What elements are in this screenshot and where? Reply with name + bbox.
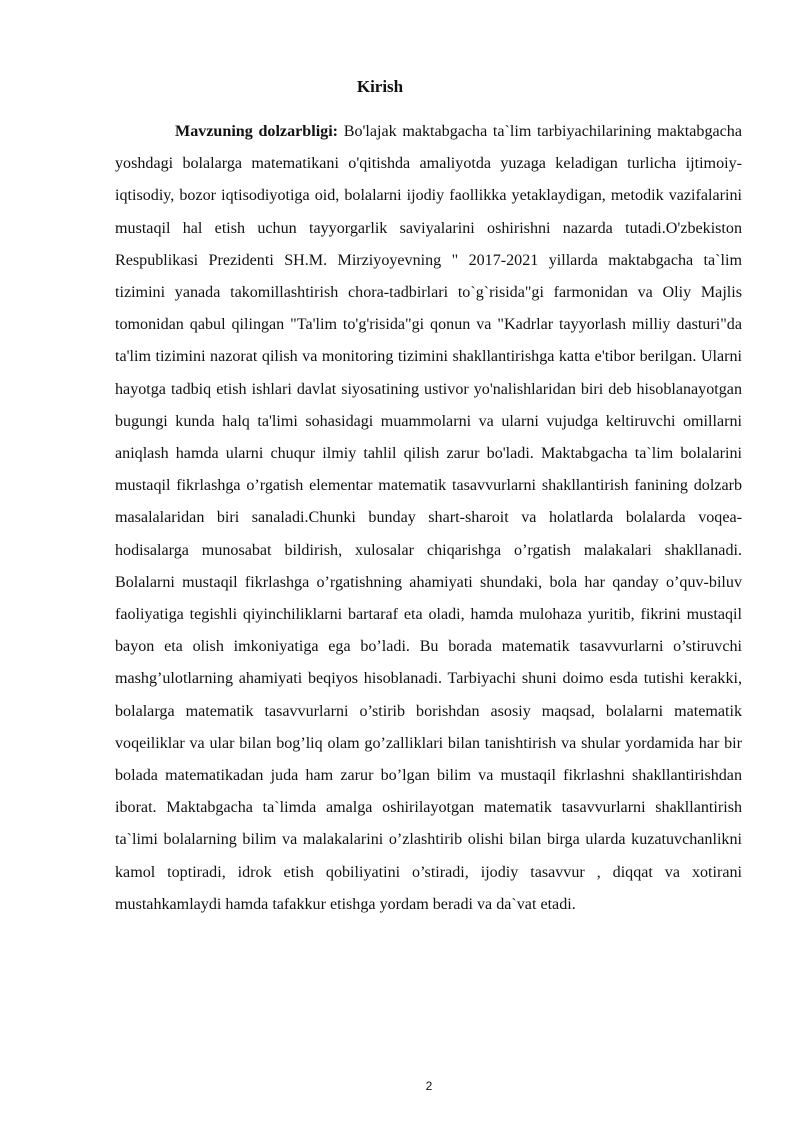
page-number: 2 <box>425 1079 433 1093</box>
paragraph-lead: Mavzuning dolzarbligi: <box>175 123 339 140</box>
paragraph-text: Bo'lajak maktabgacha ta`lim tarbiyachilarining maktabgacha yoshdagi bolalarga matematikani o'qitishda amaliyotda yuzaga keladigan turlicha ijtimoiy-iqtisodiy, bozor iqtisodiyotiga oid, bolalarni ijodiy faollikka yetaklaydigan, metodik vazifalarini mustaqil hal etish uchun tayyorgarlik saviyalarini oshirishni nazarda tutadi.O'zbekiston Respublikasi Prezidenti SH.M. Mirziyoyevning " 2017-2021 yillarda maktabgacha ta`lim tizimini yanada takomillashtirish chora-tadbirlari to`g`risida"gi farmonidan va Oliy Majlis tomonidan qabul qilingan "Ta'lim to'g'risida"gi qonun va "Kadrlar tayyorlash milliy dasturi"da ta'lim tizimini nazorat qilish va monitoring tizimini shakllantirishga katta e'tibor berilgan. Ularni hayotga tadbiq etish ishlari davlat siyosatining ustivor yo'nalishlaridan biri deb hisoblanayotgan bugungi kunda halq ta'limi sohasidagi muammolarni va ularni vujudga keltiruvchi omillarni aniqlash hamda ularni chuqur ilmiy tahlil qilish zarur bo'ladi. Maktabgacha ta`lim bolalarini mustaqil fikrlashga o’rgatish elementar matematik tasavvurlarni shakllantirish fanining dolzarb masalalaridan biri sanaladi.Chunki bunday shart-sharoit va holatlarda bolalarda voqea-hodisalarga munosabat bildirish, xulosalar chiqarishga o’rgatish malakalari shakllanadi. Bolalarni mustaqil fikrlashga o’rgatishning ahamiyati shundaki, bola har qanday o’quv-biluv faoliyatiga tegishli qiyinchiliklarni bartaraf eta oladi, hamda mulohaza yuritib, fikrini mustaqil bayon eta olish imkoniyatiga ega bo’ladi. Bu borada matematik tasavvurlarni o’stiruvchi mashg’ulotlarning ahamiyati beqiyos hisoblanadi. Tarbiyachi shuni doimo esda tutishi kerakki, bolalarga matematik tasavvurlarni o’stirib borishdan asosiy maqsad, bolalarni matematik voqeiliklar va ular bilan bog’liq olam go’zalliklari bilan tanishtirish va shular yordamida har bir bolada matematikadan juda ham zarur bo’lgan bilim va mustaqil fikrlashni shakllantirishdan iborat. Maktabgacha ta`limda amalga oshirilayotgan matematik tasavvurlarni shakllantirish ta`limi bolalarning bilim va malakalarini o’zlashtirib olishi bilan birga ularda kuzatuvchanlikni kamol toptiradi, idrok etish qobiliyatini o’stiradi, ijodiy tasavvur , diqqat va xotirani mustahkamlaydi hamda tafakkur etishga yordam beradi va da`vat etadi. <box>115 123 742 913</box>
body-paragraph <box>115 116 742 921</box>
section-heading: Kirish <box>356 77 404 96</box>
